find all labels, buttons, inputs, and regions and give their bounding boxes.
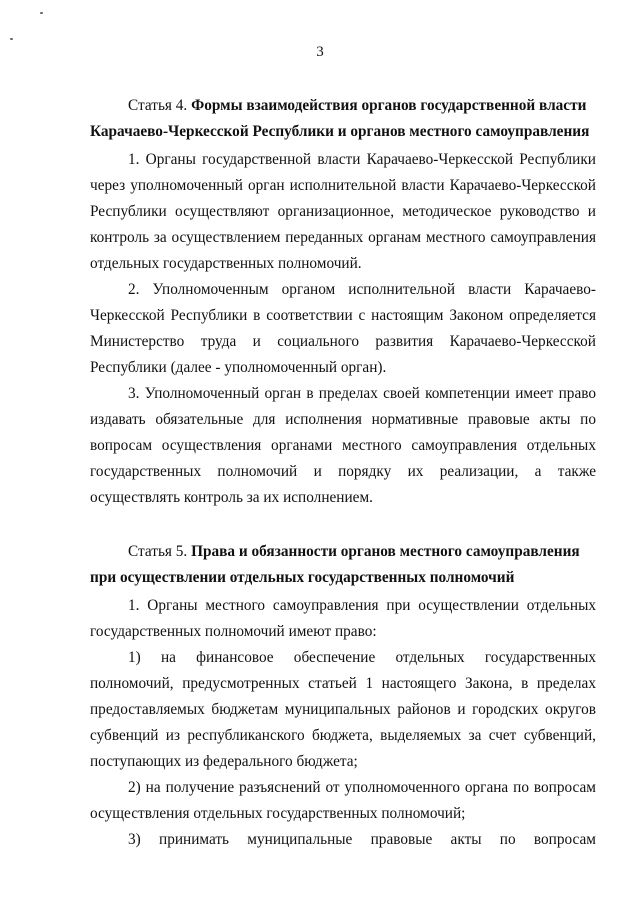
paragraph-line: Республики (далее - уполномоченный орган). <box>90 359 387 376</box>
list-item-line: 1) на финансовое обеспечение отдельных государственных <box>128 649 596 666</box>
paragraph-line: 1. Органы государственной власти Карачаево-Черкесской Республики <box>128 151 596 168</box>
article-4-heading-line1 <box>128 97 596 115</box>
list-item-line: субвенций из республиканского бюджета, выделяемых за счет субвенций, <box>90 727 596 744</box>
list-item-line: осуществления отдельных государственных полномочий; <box>90 805 466 822</box>
list-item-line: полномочий, предусмотренных статьей 1 настоящего Закона, в пределах <box>90 675 596 692</box>
list-item-line: предоставляемых бюджетам муниципальных районов и городских округов <box>90 701 596 718</box>
list-item-line: 2) на получение разъяснений от уполномоченного органа по вопросам <box>128 779 596 796</box>
article-5-title: Права и обязанности органов местного самоуправления <box>191 543 580 560</box>
article-5-label: Статья 5. <box>128 543 188 560</box>
article-5-heading-line2: при осуществлении отдельных государственных полномочий <box>90 569 515 586</box>
paragraph-line: отдельных государственных полномочий. <box>90 255 362 272</box>
paragraph-line: вопросам осуществления органами местного самоуправления отдельных <box>90 437 596 454</box>
paragraph-line: государственных полномочий имеют право: <box>90 623 377 640</box>
paragraph-line: государственных полномочий и порядку их реализации, а также <box>90 463 596 480</box>
paragraph-line: издавать обязательные для исполнения нормативные правовые акты по <box>90 411 596 428</box>
scan-speck <box>10 38 13 40</box>
paragraph-line: 2. Уполномоченным органом исполнительной власти Карачаево- <box>128 281 596 298</box>
list-item-line: 3) принимать муниципальные правовые акты по вопросам <box>128 831 596 848</box>
paragraph-line: Черкесской Республики в соответствии с настоящим Законом определяется <box>90 307 596 324</box>
page-number: 3 <box>316 44 324 60</box>
paragraph-line: 1. Органы местного самоуправления при осуществлении отдельных <box>128 597 596 614</box>
paragraph-line: осуществлять контроль за их исполнением. <box>90 489 373 506</box>
paragraph-line: через уполномоченный орган исполнительной власти Карачаево-Черкесской <box>90 177 596 194</box>
scan-speck <box>40 12 43 14</box>
article-4-title: Формы взаимодействия органов государственной власти <box>191 97 587 114</box>
paragraph-line: Республики осуществляют организационное, методическое руководство и <box>90 203 596 220</box>
article-4-heading-line2: Карачаево-Черкесской Республики и органов местного самоуправления <box>90 123 590 140</box>
list-item-line: поступающих из федерального бюджета; <box>90 753 358 770</box>
article-4-label: Статья 4. <box>128 97 188 114</box>
paragraph-line: 3. Уполномоченный орган в пределах своей компетенции имеет право <box>128 385 596 402</box>
article-5-heading-line1 <box>128 543 596 561</box>
paragraph-line: контроль за осуществлением переданных органам местного самоуправления <box>90 229 596 246</box>
paragraph-line: Министерство труда и социального развития Карачаево-Черкесской <box>90 333 596 350</box>
